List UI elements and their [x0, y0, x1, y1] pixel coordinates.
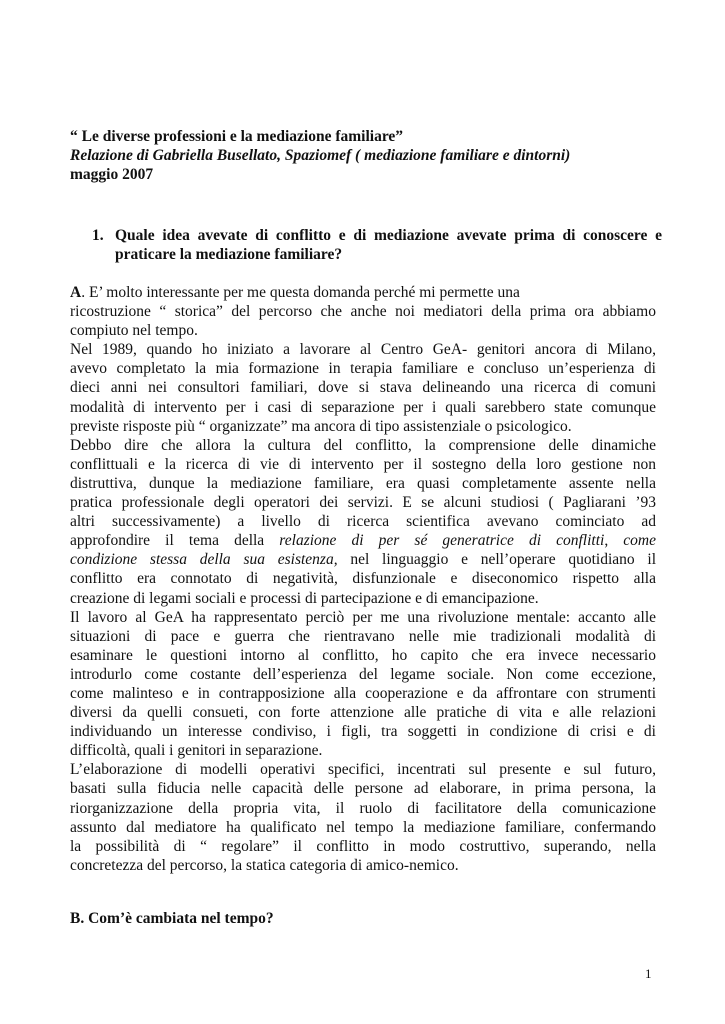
page-number: 1 [645, 966, 652, 981]
body-line: conflitto era connotato di negatività, disfunzionale e diseconomico rispetto alla [70, 570, 656, 588]
document-subtitle: Relazione di Gabriella Busellato, Spaziomef ( mediazione familiare e dintorni) [70, 147, 571, 164]
body-line: distruttiva, dunque la mediazione familiare, era quasi completamente assente nella [70, 474, 656, 492]
body-line: altri successivamente) a livello di ricerca scientifica avevano cominciato ad [70, 513, 656, 531]
body-line: individuando un interesse condiviso, i figli, tra soggetti in condizione di crisi e di [70, 723, 656, 741]
question-text: Quale idea avevate di conflitto e di mediazione avevate prima di conoscere e praticare la mediazione familiare? [115, 227, 662, 263]
body-line: compiuto nel tempo. [70, 322, 198, 340]
question-number: 1. [92, 227, 104, 244]
body-line: basati sulla fiducia nelle capacità delle persone ad elaborare, in prima persona, la [70, 780, 656, 798]
body-line: difficoltà, quali i genitori in separazione. [70, 742, 323, 760]
section-b-heading: B. Com’è cambiata nel tempo? [70, 910, 274, 927]
document-title: “ Le diverse professioni e la mediazione familiare” [70, 128, 404, 145]
body-line: assunto dal mediatore ha qualificato nel tempo la mediazione familiare, confermando [70, 818, 656, 836]
body-line: Debbo dire che allora la cultura del conflitto, la comprensione delle dinamiche [70, 436, 656, 454]
body-line: A. E’ molto interessante per me questa domanda perché mi permette una [70, 284, 520, 301]
body-line: condizione stessa della sua esistenza, nel linguaggio e nell’operare quotidiano il [70, 551, 657, 569]
body-line: dieci anni nei consultori familiari, dove si stava delineando una ricerca di comuni [70, 379, 656, 397]
body-line: diversi da quelli consueti, con forte attenzione alle pratiche di vita e alle relazioni [70, 704, 656, 722]
body-line: creazione di legami sociali e processi di partecipazione e di emancipazione. [70, 589, 539, 607]
body-line: esaminare le questioni intorno al conflitto, ho capito che era invece necessario [70, 646, 656, 664]
body-line: L’elaborazione di modelli operativi specifici, incentrati sul presente e sul futuro, [70, 761, 656, 779]
body-line: conflittuali e la ricerca di vie di intervento per il sostegno della loro gestione non [70, 455, 656, 473]
body-line: la possibilità di “ regolare” il conflitto in modo costruttivo, superando, nella [70, 837, 656, 855]
body-line: come malinteso e in contrapposizione alla cooperazione e da affrontare con strumenti [70, 684, 656, 702]
body-line: approfondire il tema della relazione di per sé generatrice di conflitti, come [70, 532, 656, 550]
body-line: situazioni di pace e guerra che rientravano nelle mie tradizionali modalità di [70, 627, 656, 645]
body-line: riorganizzazione della propria vita, il ruolo di facilitatore della comunicazione [70, 799, 656, 817]
document-header [70, 127, 670, 184]
body-line: concretezza del percorso, la statica categoria di amico-nemico. [70, 856, 459, 874]
body-line: Nel 1989, quando ho iniziato a lavorare al Centro GeA- genitori ancora di Milano, [70, 341, 656, 359]
body-line: pratica professionale degli operatori dei servizi. E se alcuni studiosi ( Pagliarani ’93 [70, 494, 656, 512]
italic-phrase: relazione di per sé generatrice di conflitti [279, 532, 605, 550]
body-line: previste risposte più “ organizzate” ma ancora di tipo assistenziale o psicologico. [70, 417, 572, 435]
body-line: introdurlo come costante dell’esperienza del legame sociale. Non come eccezione, [70, 665, 656, 683]
body-line: Il lavoro al GeA ha rappresentato perciò per me una rivoluzione mentale: accanto alle [70, 608, 656, 626]
body-line: avevo completato la mia formazione in terapia familiare e concluso un’esperienza di [70, 360, 656, 378]
body-line: modalità di intervento per i casi di separazione per i quali sarebbero state comunque [70, 398, 656, 416]
italic-phrase: condizione stessa della sua esistenza, [70, 551, 338, 569]
question-1 [92, 226, 662, 264]
document-date: maggio 2007 [70, 166, 154, 183]
answer-label: A [70, 284, 82, 301]
body-line: ricostruzione “ storica” del percorso che anche noi mediatori della prima ora abbiamo [70, 303, 656, 321]
answer-body [70, 283, 656, 875]
italic-phrase: come [623, 532, 656, 550]
